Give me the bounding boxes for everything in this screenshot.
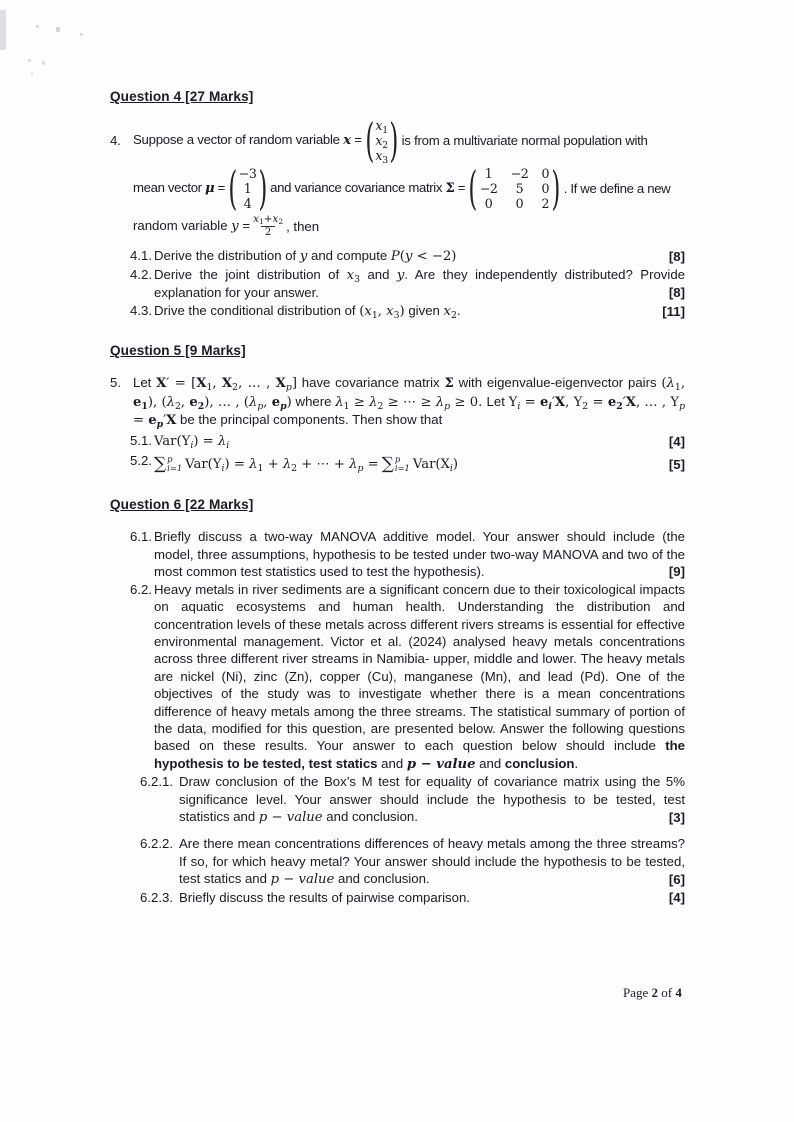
summation-limits (395, 455, 410, 473)
summation (154, 455, 182, 473)
x-vector-cells (373, 117, 390, 166)
item-number: 6.2.2. (140, 836, 173, 852)
item-5-paragraph (110, 374, 685, 429)
question-4-heading: Question 4 [27 Marks] (110, 89, 254, 104)
item-text: Let $X' = [X_1$, $X_2$, … , $X_p$] have covariance matrix Σ with eigenvalue-eigenvector pairs ($\lambda_1$, $e_1$), ($\lambda_2$, $e_2$), … , ($\lambda_p$, $e_p$) where $\lambda_1 \ge \lambda_2$ ≥ ⋯ ≥ $\lambda_p \ge 0$. Let $Y_i = e_i'X$, $Y_2 = e_2'X$, … , $Y_p = e_p'X$ be the principal components. Then show that (133, 375, 686, 431)
scan-artifact (31, 72, 33, 75)
q4-mean-line (110, 161, 685, 216)
item-number: 5.2. (130, 453, 152, 469)
item-text: Drive the conditional distribution of ($x_1$, $x_3$) given $x_2$. (154, 302, 461, 321)
item-number: 6.2.3. (140, 889, 173, 905)
matrix-cell: 0 (541, 165, 550, 181)
left-paren: ( (365, 113, 374, 168)
mu-vector-matrix (228, 161, 267, 216)
item-text: Derive the joint distribution of $x_3$ and y. Are they independently distributed? Provide explanation for your answer. (154, 266, 685, 301)
item-text: $Var(Y_i) = \lambda_i$ (154, 433, 230, 451)
right-paren: ) (389, 113, 399, 168)
item-5-1 (110, 432, 685, 450)
item-4-1 (110, 247, 685, 265)
x-vector-matrix (365, 113, 399, 168)
item-number: 4.3. (130, 302, 152, 318)
matrix-cell: 2 (541, 195, 550, 211)
marks-badge: [4] (668, 433, 685, 449)
item-5-2 (110, 452, 685, 476)
sigma-matrix-cells (477, 166, 552, 211)
q4-random-variable-line (110, 211, 685, 241)
sum-upper-limit: p (394, 454, 401, 465)
marks-badge: [5] (668, 456, 685, 472)
matrix-cell: 1 (243, 180, 252, 196)
matrix-cell: $x_2$ (375, 132, 388, 151)
item-6-2-2 (110, 835, 685, 888)
matrix-cell: −2 (510, 165, 529, 181)
sum-lower-limit: i=1 (394, 463, 410, 474)
marks-badge: [3] (668, 809, 685, 825)
sigma-matrix (468, 161, 561, 216)
scan-artifact (36, 25, 39, 28)
marks-badge: [9] (668, 564, 685, 580)
marks-badge: [8] (668, 249, 685, 265)
marks-badge: [11] (662, 303, 685, 319)
question-6-heading: Question 6 [22 Marks] (110, 497, 254, 513)
scan-artifact (28, 59, 31, 62)
q4-intro-post: is from a multivariate normal population with (401, 132, 648, 148)
q4-mean-mid: and variance covariance matrix Σ = (270, 180, 466, 197)
right-paren: ) (257, 161, 267, 216)
left-paren: ( (468, 161, 478, 216)
sum-lower-limit: i=1 (167, 463, 183, 474)
scan-artifact (42, 61, 45, 65)
item-number: 5.1. (130, 432, 152, 448)
item-6-1 (110, 528, 685, 580)
item-6-2-3 (110, 889, 685, 906)
matrix-cell: 4 (243, 195, 252, 211)
q4-rv-post: , then (286, 218, 320, 234)
page-footer: Page 2 of 4 (623, 985, 682, 1000)
q4-mean-post: . If we define a new (563, 180, 671, 196)
matrix-cell: 0 (515, 195, 524, 211)
question-6-section (110, 496, 685, 906)
fraction (252, 214, 284, 238)
sum-upper-limit: p (167, 454, 173, 465)
sigma-symbol: ∑ (154, 453, 167, 474)
item-text: Briefly discuss the results of pairwise comparison. (179, 889, 470, 905)
item-text: Are there mean concentrations differences of heavy metals among the three streams? If so, for which heavy metal? Your answer should include the hypothesis to be tested, test statics and p − value and conclusion. (179, 836, 685, 888)
left-paren: ( (228, 161, 238, 216)
page-content (110, 88, 685, 906)
item-number: 5. (110, 375, 121, 391)
marks-badge: [6] (668, 872, 685, 888)
item-number: 6.1. (130, 529, 152, 545)
item-text: $Var(X_i)$ (412, 456, 459, 474)
item-text: Briefly discuss a two-way MANOVA additive model. Your answer should include (the model, three assumptions, hypothesis to be tested under two-way MANOVA and two of the most common test statistics used to test the hypothesis). (154, 529, 685, 580)
item-6-2-1 (110, 773, 685, 826)
item-number: 6.2. (130, 581, 152, 597)
item-4-3 (110, 302, 685, 320)
matrix-cell: 1 (484, 165, 493, 181)
item-6-2 (110, 581, 685, 773)
item-text: Draw conclusion of the Box’s M test for equality of covariance matrix using the 5% significance level. Your answer should include the hypothesis to be tested, test statistics and p − value and conclusion. (179, 774, 685, 825)
matrix-cell: $x_1$ (375, 117, 388, 136)
item-number: 4.2. (130, 266, 152, 282)
question-5-section (110, 342, 685, 476)
mu-vector-cells (237, 166, 259, 211)
scan-artifact (80, 33, 83, 36)
q4-intro-pre: Suppose a vector of random variable x = (133, 132, 362, 149)
matrix-cell: −2 (479, 180, 498, 196)
matrix-cell: 0 (484, 195, 493, 211)
fraction-numerator: x1+x2 (253, 213, 284, 227)
item-number: 6.2.1. (140, 774, 173, 790)
item-text: $Var(Y_i) = \lambda_1 + \lambda_2$ + ⋯ + $\lambda_p$ = (185, 456, 379, 474)
right-paren: ) (551, 161, 561, 216)
scan-artifact (56, 27, 60, 32)
question-4-section (110, 88, 685, 320)
q4-mean-pre: mean vector μ = (133, 180, 226, 197)
marks-badge: [4] (668, 889, 685, 905)
sigma-symbol: ∑ (381, 453, 394, 474)
matrix-cell: 5 (515, 180, 524, 196)
summation (382, 455, 410, 473)
item-text: Heavy metals in river sediments are a significant concern due to their toxicological impacts on aquatic ecosystems and human health. Understanding the distribution and concentration levels of these metals across different rivers streams is essential for effective environmental management. Victor et al. (2024) analysed heavy metals concentrations across three different river streams in Namibia- upper, middle and lower. The heavy metals are nickel (Ni), zinc (Zn), copper (Cu), manganese (Mn), and lead (Pd). One of the objectives of the study was to investigate whether there is a mean concentrations difference of heavy metals among the three streams. The statistical summary of portion of the data, modified for this question, are presented below. Answer the following questions based on these results. Your answer to each question below should include the hypothesis to be tested, test statics and p − value and conclusion. (154, 581, 685, 772)
q4-rv-pre: random variable y = (133, 218, 251, 235)
q4-intro-line (110, 113, 685, 168)
summation-limits (167, 455, 182, 473)
matrix-cell: −3 (238, 165, 257, 181)
item-text: Derive the distribution of y and compute P(y < −2) (154, 248, 457, 265)
question-5-heading: Question 5 [9 Marks] (110, 343, 246, 359)
marks-badge: [8] (668, 285, 685, 301)
item-4-2 (110, 266, 685, 302)
matrix-cell: 0 (541, 180, 550, 196)
item-number: 4.1. (130, 248, 152, 264)
matrix-cell: $x_3$ (375, 147, 388, 166)
item-number: 4. (110, 132, 121, 148)
scan-artifact (0, 10, 6, 50)
fraction-denominator: 2 (261, 226, 276, 239)
